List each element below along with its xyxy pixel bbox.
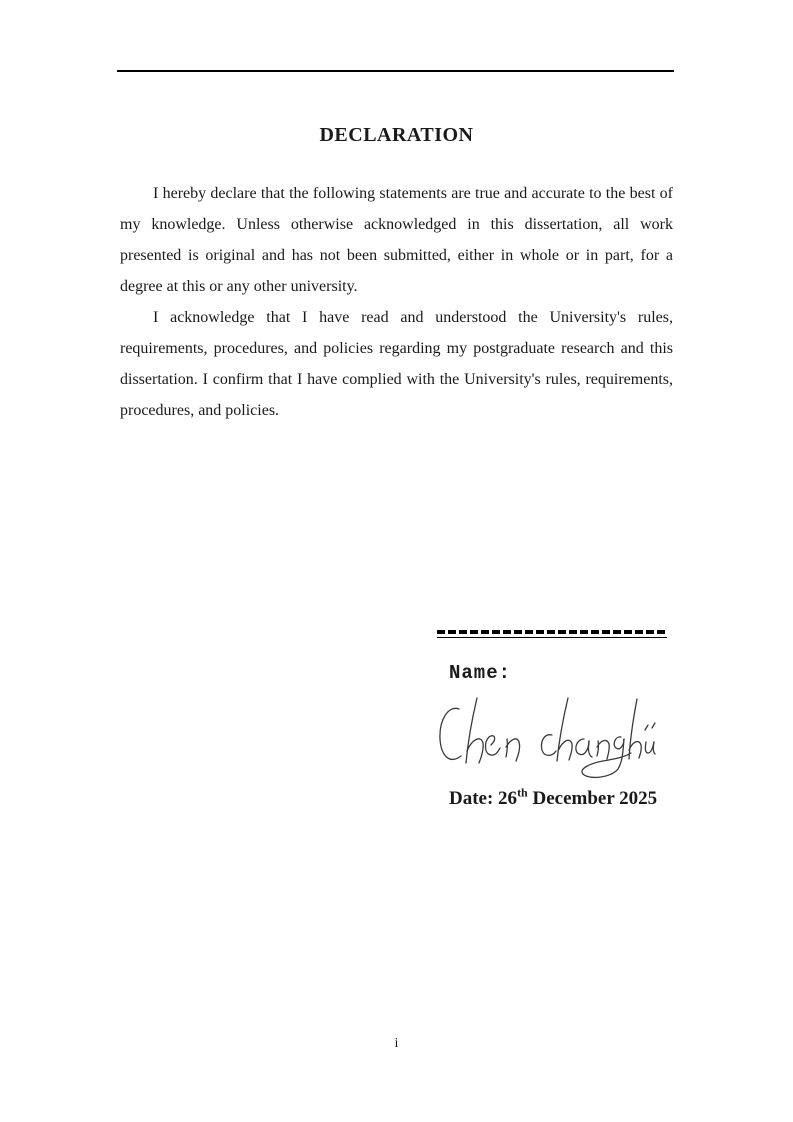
page-title: DECLARATION [319, 124, 474, 146]
signature-rule-dashed [437, 629, 667, 638]
declaration-body [120, 178, 673, 426]
name-label: Name: [449, 662, 512, 684]
header-rule [117, 70, 674, 72]
date-line [449, 785, 658, 810]
date-prefix: Date: 26 [449, 788, 518, 809]
declaration-paragraph-1: I hereby declare that the following statements are true and accurate to the best of my knowledge. Unless otherwise acknowledged in this dissertation, all work presented is original and has not been submitted, either in whole or in part, for a degree at this or any other university. [120, 185, 673, 295]
date-ordinal-superscript: th [517, 785, 528, 800]
page-number: i [394, 1036, 399, 1051]
signature-handwriting [437, 695, 665, 783]
declaration-paragraph-2: I acknowledge that I have read and understood the University's rules, requirements, procedures, and policies regarding my postgraduate research and this dissertation. I confirm that I have complied with the University's rules, requirements, procedures, and policies. [120, 309, 673, 419]
date-suffix: December 2025 [527, 788, 658, 809]
